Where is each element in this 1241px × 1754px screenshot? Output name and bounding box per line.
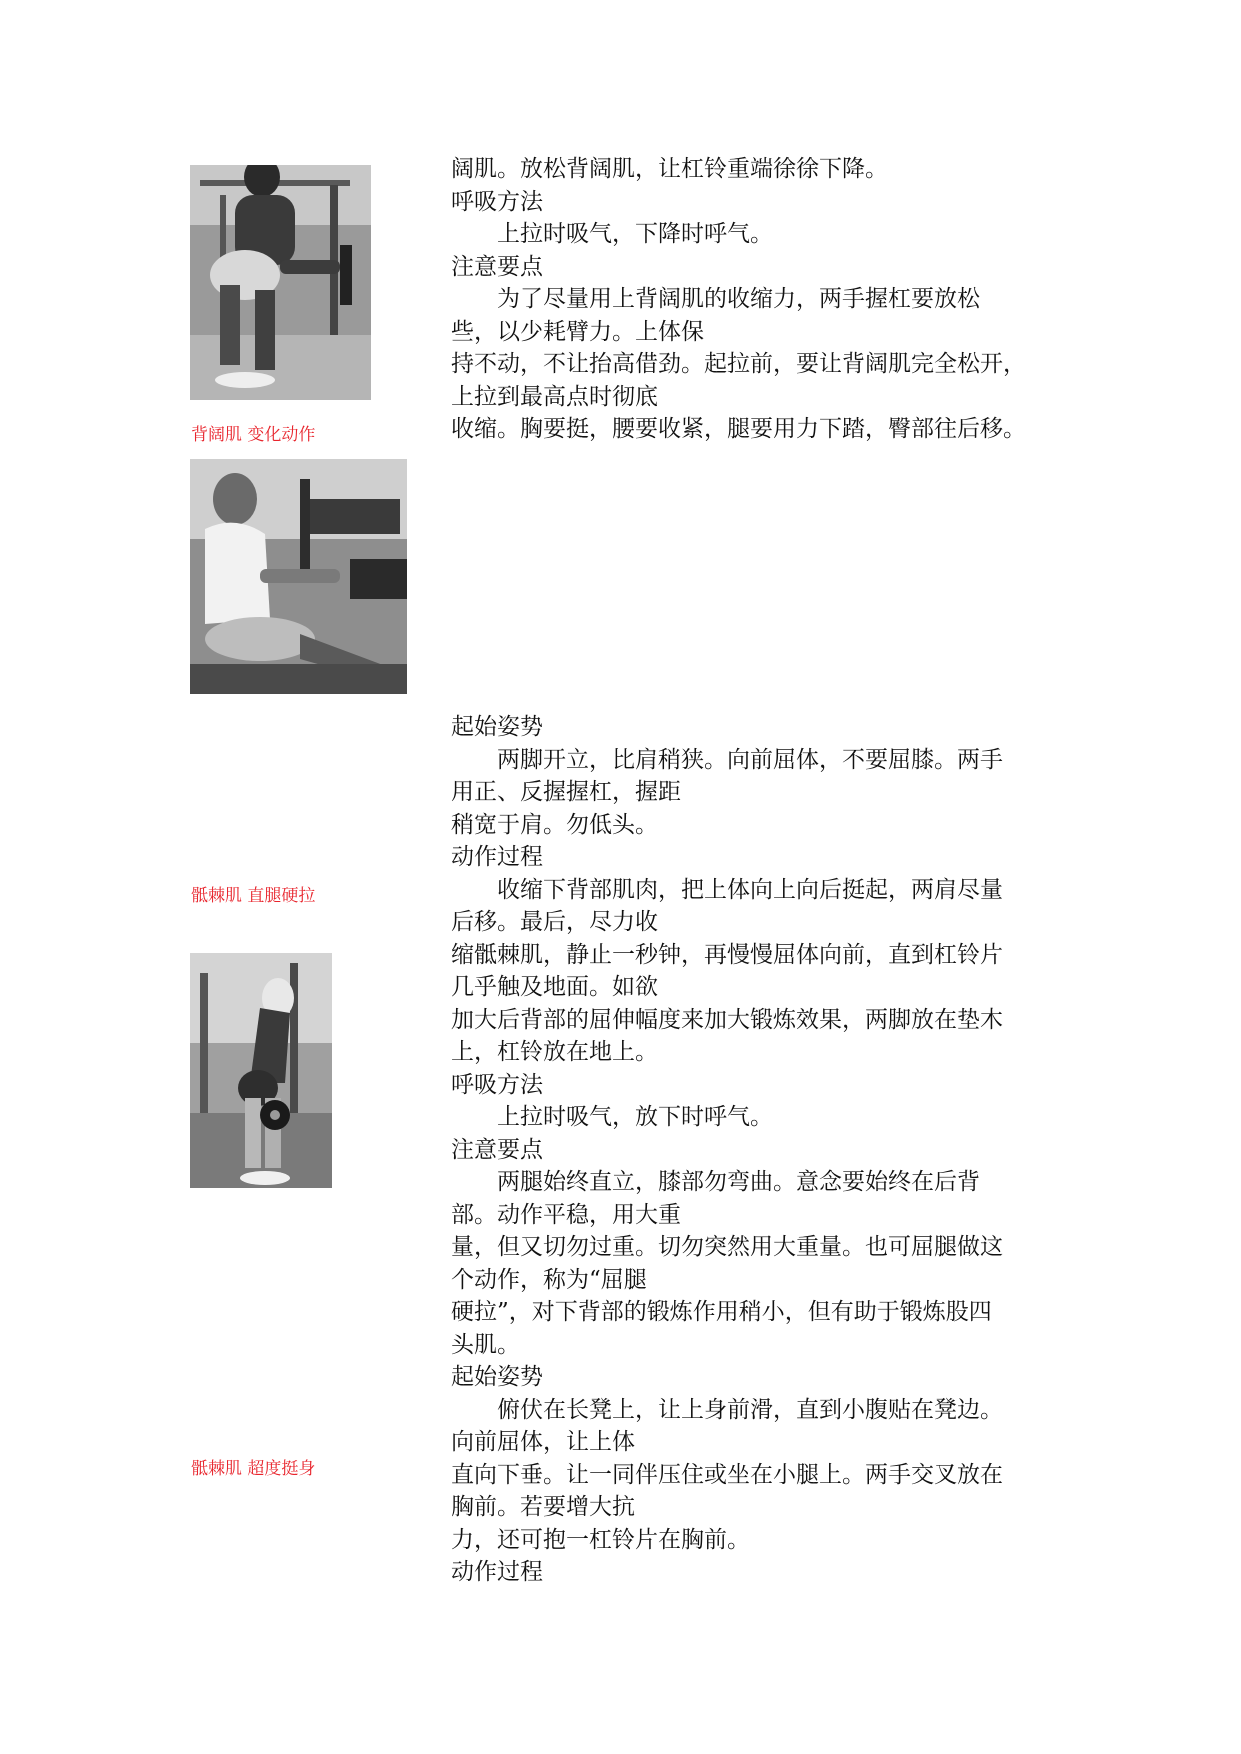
body-text-line: 收缩下背部肌肉，把上体向上向后挺起，两肩尽量 bbox=[451, 877, 1003, 903]
body-text-line: 两脚开立，比肩稍狭。向前屈体，不要屈膝。两手 bbox=[451, 747, 1003, 773]
body-text-line: 两腿始终直立，膝部勿弯曲。意念要始终在后背 bbox=[451, 1169, 980, 1195]
body-text-line: 上拉到最高点时彻底 bbox=[451, 384, 658, 410]
figure-caption: 骶棘肌 直腿硬拉 bbox=[191, 886, 316, 906]
body-text-line: 胸前。若要增大抗 bbox=[451, 1494, 635, 1520]
body-text-line: 上，杠铃放在地上。 bbox=[451, 1039, 658, 1065]
body-text-line: 个动作，称为“屈腿 bbox=[451, 1267, 647, 1293]
body-text-line: 部。动作平稳，用大重 bbox=[451, 1202, 681, 1228]
body-text-line: 缩骶棘肌，静止一秒钟，再慢慢屈体向前，直到杠铃片 bbox=[451, 942, 1003, 968]
body-text-line: 力，还可抱一杠铃片在胸前。 bbox=[451, 1527, 750, 1553]
section-heading: 注意要点 bbox=[451, 254, 543, 280]
body-text-line: 几乎触及地面。如欲 bbox=[451, 974, 658, 1000]
body-text-line: 硬拉”，对下背部的锻炼作用稍小，但有助于锻炼股四 bbox=[451, 1299, 992, 1325]
body-text-line: 后移。最后，尽力收 bbox=[451, 909, 658, 935]
body-text-line: 阔肌。放松背阔肌，让杠铃重端徐徐下降。 bbox=[451, 156, 888, 182]
body-text-line: 俯伏在长凳上，让上身前滑，直到小腹贴在凳边。 bbox=[451, 1397, 1003, 1423]
body-text-line: 量，但又切勿过重。切勿突然用大重量。也可屈腿做这 bbox=[451, 1234, 1003, 1260]
exercise-photo-stiff-leg-deadlift bbox=[190, 953, 332, 1188]
section-heading: 注意要点 bbox=[451, 1137, 543, 1163]
body-text-line: 收缩。胸要挺，腰要收紧，腿要用力下踏，臀部往后移。 bbox=[451, 416, 1026, 442]
section-heading: 呼吸方法 bbox=[451, 1072, 543, 1098]
section-heading: 呼吸方法 bbox=[451, 189, 543, 215]
body-text-line: 用正、反握握杠，握距 bbox=[451, 779, 681, 805]
section-heading: 起始姿势 bbox=[451, 1364, 543, 1390]
body-text-line: 持不动，不让抬高借劲。起拉前，要让背阔肌完全松开， bbox=[451, 351, 1026, 377]
body-text-line: 上拉时吸气，下降时呼气。 bbox=[451, 221, 773, 247]
figure-caption: 骶棘肌 超度挺身 bbox=[191, 1459, 316, 1479]
body-text-line: 上拉时吸气，放下时呼气。 bbox=[451, 1104, 773, 1130]
body-text-line: 直向下垂。让一同伴压住或坐在小腿上。两手交叉放在 bbox=[451, 1462, 1003, 1488]
figure-caption: 背阔肌 变化动作 bbox=[191, 425, 316, 445]
body-text-line: 加大后背部的屈伸幅度来加大锻炼效果，两脚放在垫木 bbox=[451, 1007, 1003, 1033]
body-text-line: 稍宽于肩。勿低头。 bbox=[451, 812, 658, 838]
body-text-line: 头肌。 bbox=[451, 1332, 520, 1358]
exercise-photo-seated-row bbox=[190, 459, 407, 694]
body-text-line: 向前屈体，让上体 bbox=[451, 1429, 635, 1455]
exercise-photo-squat-machine bbox=[190, 165, 371, 400]
body-text-line: 些，以少耗臂力。上体保 bbox=[451, 319, 704, 345]
section-heading: 起始姿势 bbox=[451, 714, 543, 740]
body-text-line: 为了尽量用上背阔肌的收缩力，两手握杠要放松 bbox=[451, 286, 980, 312]
section-heading: 动作过程 bbox=[451, 844, 543, 870]
section-heading: 动作过程 bbox=[451, 1559, 543, 1585]
